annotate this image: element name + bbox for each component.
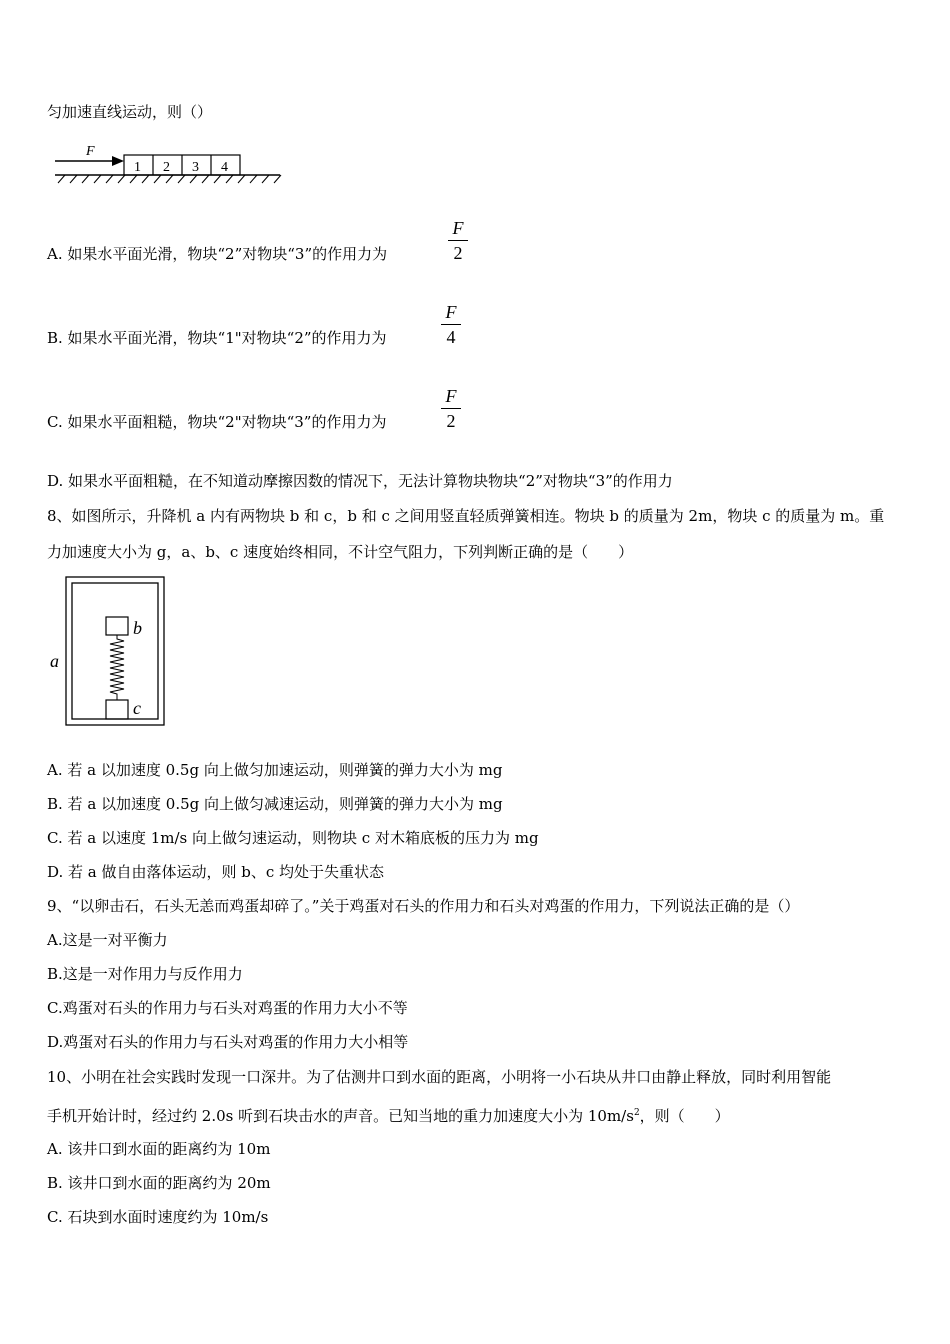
q7-blocks-figure [50,138,290,188]
q7-stem-tail: 匀加速直线运动，则（） [47,103,213,121]
q7-option-b-fraction [441,302,461,347]
q10-stem-tail: ，则（ ） [639,1107,730,1125]
q10-superscript: 2 [633,1108,640,1118]
label-a: a [50,651,59,671]
fraction-denominator: 2 [446,411,456,431]
q8-option-c: C. 若 a 以速度 1m/s 向上做匀速运动，则物块 c 对木箱底板的压力为 mg [47,829,539,847]
q7-option-d: D. 如果水平面粗糙，在不知道动摩擦因数的情况下，无法计算物块物块“2”对物块“3”的作用力 [47,472,673,490]
q7-option-a-fraction [448,218,468,263]
q8-option-d: D. 若 a 做自由落体运动，则 b、c 均处于失重状态 [47,863,385,881]
q10-stem-line2 [47,1103,730,1126]
label-c: c [133,698,141,718]
q8-stem-line1: 8、如图所示，升降机 a 内有两物块 b 和 c，b 和 c 之间用竖直轻质弹簧相连。物块 b 的质量为 2m，物块 c 的质量为 m。重 [47,507,885,525]
q7-option-a: A. 如果水平面光滑，物块“2”对物块“3”的作用力为 [47,245,388,263]
q9-option-b: B.这是一对作用力与反作用力 [47,965,243,983]
block-1-label: 1 [134,160,141,175]
block-2-label: 2 [163,160,170,175]
q9-option-a: A.这是一对平衡力 [47,931,168,949]
q7-option-c: C. 如果水平面粗糙，物块“2"对物块“3”的作用力为 [47,413,387,431]
fraction-numerator: F [445,302,457,322]
q9-option-c: C.鸡蛋对石头的作用力与石头对鸡蛋的作用力大小不等 [47,999,408,1017]
fraction-numerator: F [452,218,464,238]
q10-stem-line1: 10、小明在社会实践时发现一口深井。为了估测井口到水面的距离，小明将一小石块从井口由静止释放，同时利用智能 [47,1068,832,1086]
q9-option-d: D.鸡蛋对石头的作用力与石头对鸡蛋的作用力大小相等 [47,1033,409,1051]
q10-option-b: B. 该井口到水面的距离约为 20m [47,1174,271,1192]
block-3-label: 3 [192,160,199,175]
q8-option-b: B. 若 a 以加速度 0.5g 向上做匀减速运动，则弹簧的弹力大小为 mg [47,795,503,813]
block-4-label: 4 [221,160,228,175]
force-label: F [86,144,95,159]
fraction-numerator: F [445,386,457,406]
fraction-denominator: 4 [446,327,456,347]
q7-option-b: B. 如果水平面光滑，物块“1"对物块“2”的作用力为 [47,329,387,347]
label-b: b [133,618,142,638]
fraction-denominator: 2 [453,243,463,263]
q8-stem-line2: 力加速度大小为 g，a、b、c 速度始终相同，不计空气阻力，下列判断正确的是（ ） [47,543,634,561]
q9-stem: 9、“以卵击石，石头无恙而鸡蛋却碎了。”关于鸡蛋对石头的作用力和石头对鸡蛋的作用力，下列说法正确的是（） [47,897,800,915]
force-arrow-icon [112,156,124,166]
q8-option-a: A. 若 a 以加速度 0.5g 向上做匀加速运动，则弹簧的弹力大小为 mg [47,761,503,779]
q10-stem-text: 手机开始计时，经过约 2.0s 听到石块击水的声音。已知当地的重力加速度大小为 10m/s [47,1107,634,1125]
q10-option-c: C. 石块到水面时速度约为 10m/s [47,1208,269,1226]
q8-elevator-figure [44,574,174,728]
q10-option-a: A. 该井口到水面的距离约为 10m [47,1140,271,1158]
q7-option-c-fraction [441,386,461,431]
